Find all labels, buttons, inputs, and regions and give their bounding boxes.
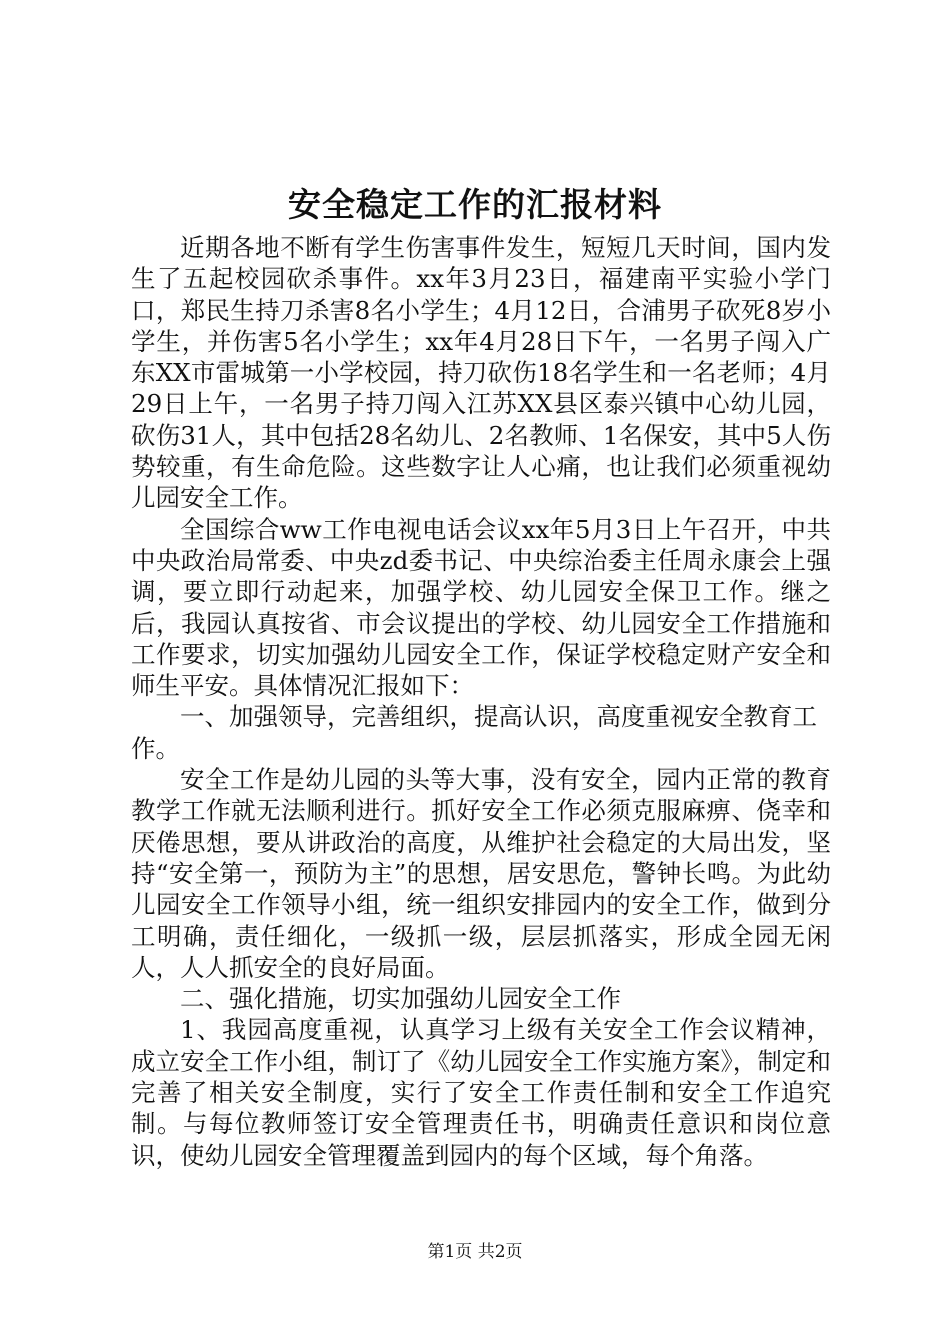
paragraph-conference: 全国综合ww工作电视电话会议xx年5月3日上午召开，中共中央政治局常委、中央zd委书记、中央综治委主任周永康会上强调，要立即行动起来，加强学校、幼儿园安全保卫工作。继之后，我园认真按省、市会议提出的学校、幼儿园安全工作措施和工作要求，切实加强幼儿园安全工作，保证学校稳定财产安全和师生平安。具体情况汇报如下： (131, 514, 831, 701)
section-heading-2: 二、强化措施，切实加强幼儿园安全工作 (180, 984, 621, 1014)
section-heading-1: 一、加强领导，完善组织，提高认识，高度重视安全教育工作。 (131, 702, 817, 763)
document-title: 安全稳定工作的汇报材料 (288, 185, 662, 224)
document-body (131, 232, 831, 1171)
paragraph-measures-1: 1、我园高度重视，认真学习上级有关安全工作会议精神，成立安全工作小组，制订了《幼儿园安全工作实施方案》，制定和完善了相关安全制度，实行了安全工作责任制和安全工作追究制。与每位教师签订安全管理责任书，明确责任意识和岗位意识，使幼儿园安全管理覆盖到园内的每个区域，每个角落。 (131, 1015, 831, 1170)
page-footer: 第1页 共2页 (427, 1242, 523, 1262)
paragraph-incidents: 近期各地不断有学生伤害事件发生，短短几天时间，国内发生了五起校园砍杀事件。xx年3月23日，福建南平实验小学门口，郑民生持刀杀害8名小学生；4月12日，合浦男子砍死8岁小学生，并伤害5名小学生；xx年4月28日下午，一名男子闯入广东XX市雷城第一小学校园，持刀砍伤18名学生和一名老师；4月29日上午，一名男子持刀闯入江苏XX县区泰兴镇中心幼儿园，砍伤31人，其中包括28名幼儿、2名教师、1名保安，其中5人伤势较重，有生命危险。这些数字让人心痛，也让我们必须重视幼儿园安全工作。 (131, 233, 831, 513)
paragraph-leadership: 安全工作是幼儿园的头等大事，没有安全，园内正常的教育教学工作就无法顺利进行。抓好安全工作必须克服麻痹、侥幸和厌倦思想，要从讲政治的高度，从维护社会稳定的大局出发，坚持“安全第一，预防为主”的思想，居安思危，警钟长鸣。为此幼儿园安全工作领导小组，统一组织安排园内的安全工作，做到分工明确，责任细化，一级抓一级，层层抓落实，形成全园无闲人，人人抓安全的良好局面。 (131, 765, 831, 982)
